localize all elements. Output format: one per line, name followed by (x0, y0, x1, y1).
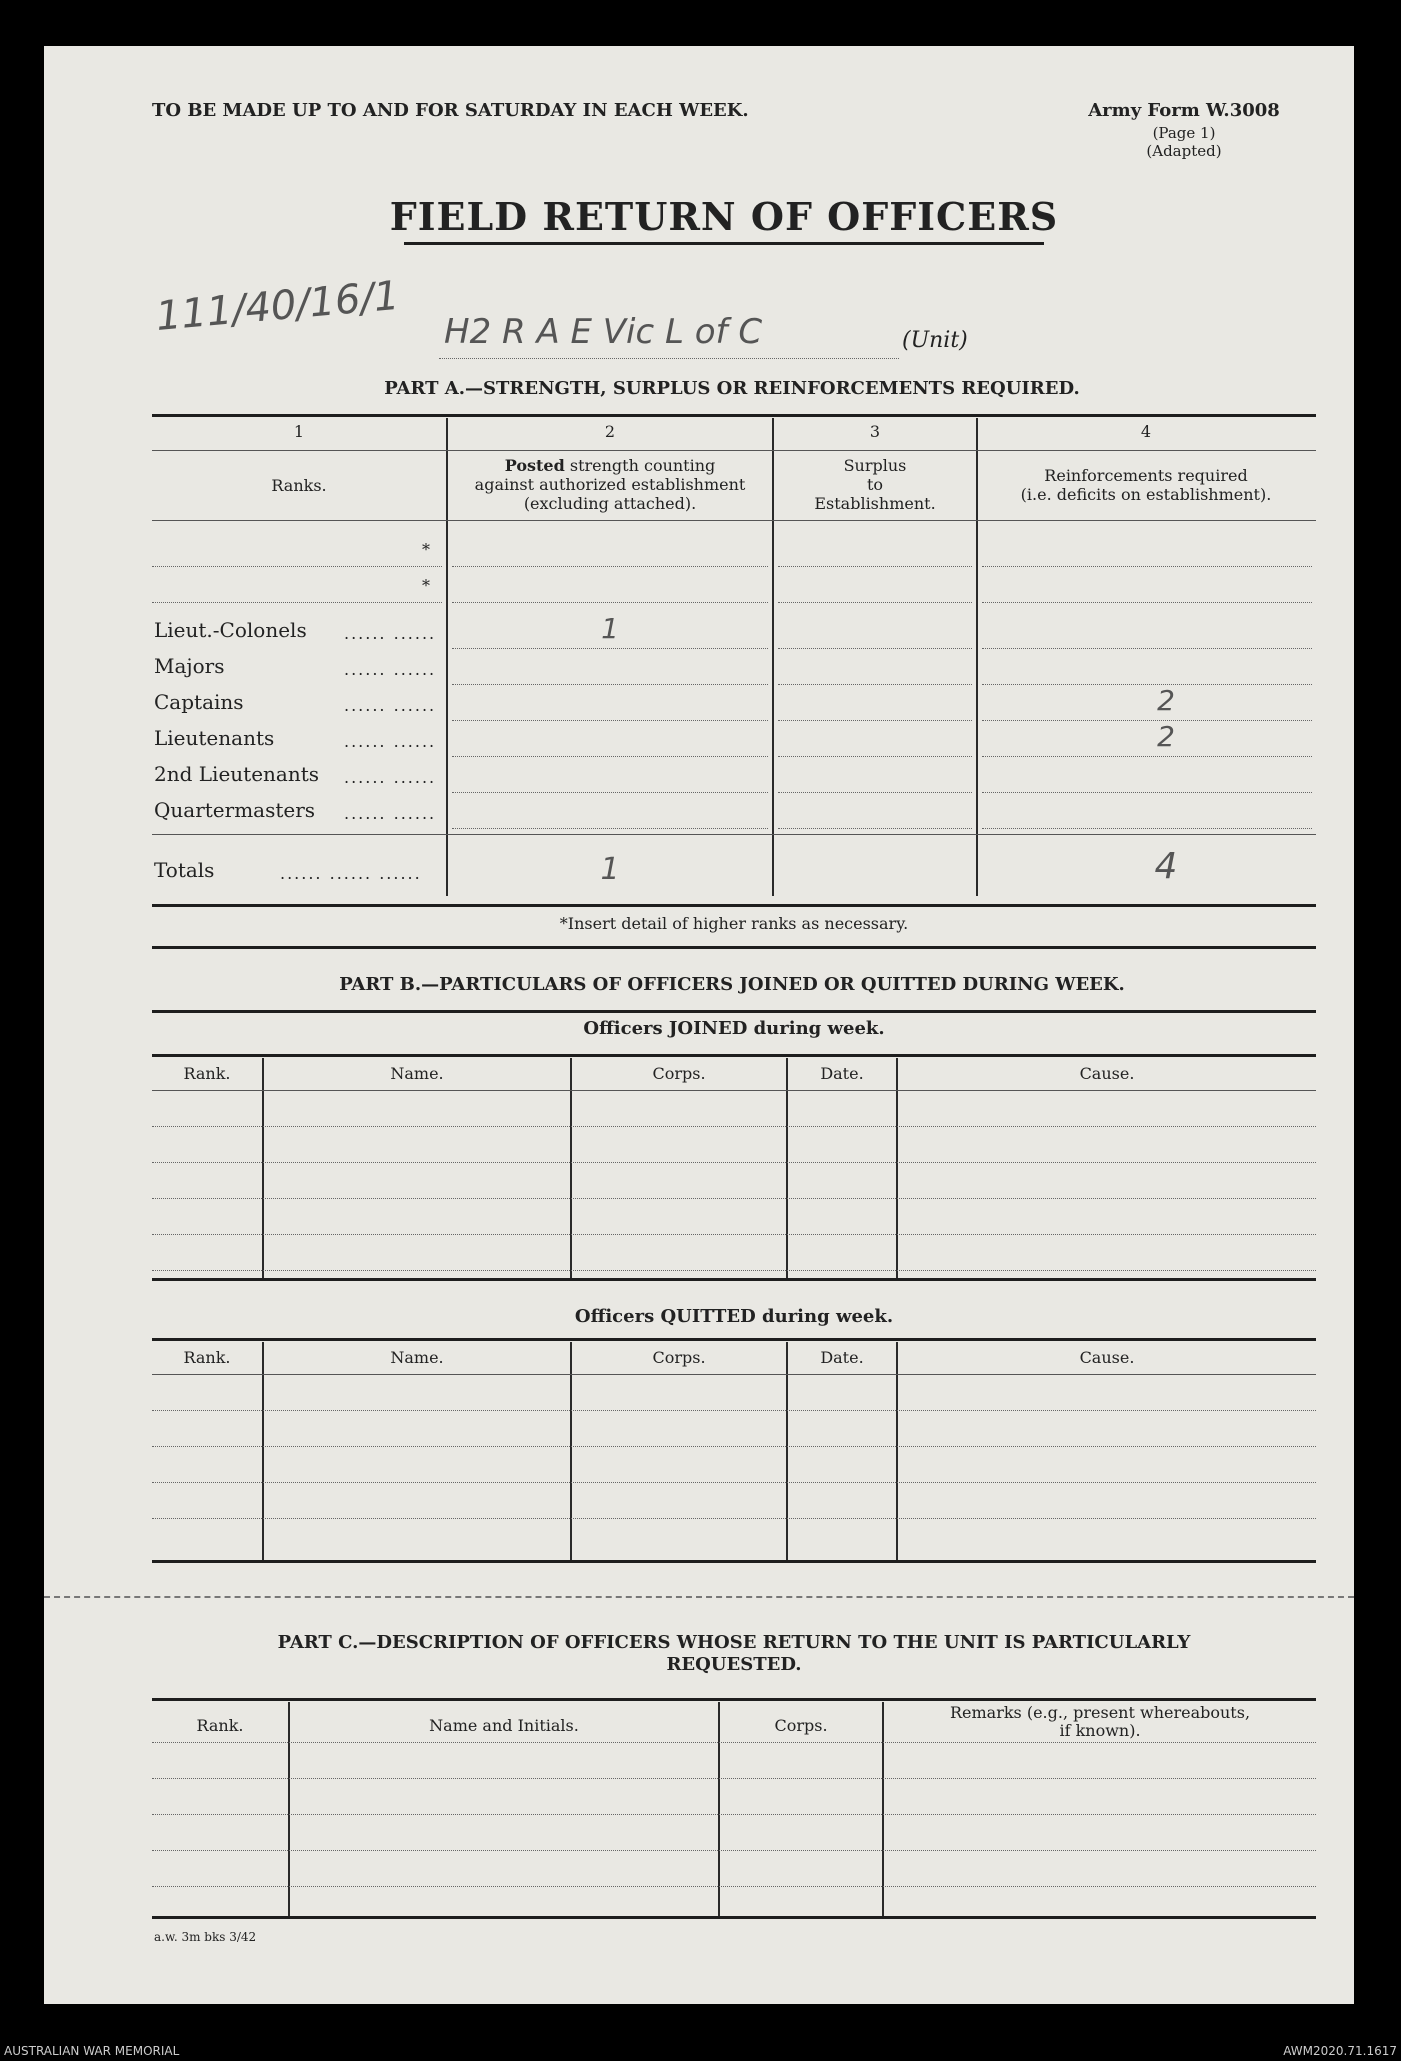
rank-label: Quartermasters (154, 798, 316, 822)
table-row (152, 1742, 1316, 1743)
row-line (982, 756, 1312, 757)
part-c-title-line-1: PART C.—DESCRIPTION OF OFFICERS WHOSE RETURN TO THE UNIT IS PARTICULARLY (277, 1632, 1191, 1653)
form-page: (Page 1) (1152, 124, 1216, 142)
totals-label: Totals (154, 858, 215, 882)
row-line (452, 648, 768, 649)
col-header-cause: Cause. (1079, 1064, 1135, 1083)
totals-rule (152, 834, 1316, 835)
totals-leader: ...... ...... ...... (280, 864, 422, 883)
col-header-corps: Corps. (652, 1348, 706, 1367)
posted-header (448, 456, 772, 513)
table-row (152, 1270, 1316, 1271)
row-line (778, 602, 972, 603)
reinforcement-value: 2 (1157, 684, 1175, 717)
table-row (152, 1126, 1316, 1127)
row-line (982, 828, 1312, 829)
col-header-date: Date. (820, 1064, 864, 1083)
table-row (152, 1234, 1316, 1235)
row-line (982, 602, 1312, 603)
row-line (778, 720, 972, 721)
col-header-rank: Rank. (196, 1716, 244, 1735)
col-number-2: 2 (604, 422, 616, 441)
surplus-header (774, 456, 976, 513)
posted-header-l2: against authorized establishment (474, 475, 746, 494)
row-line (778, 828, 972, 829)
col-header-rank: Rank. (183, 1064, 231, 1083)
header-bottom-rule (152, 520, 1316, 521)
reinforcements-header-l2: (i.e. deficits on establishment). (1020, 485, 1272, 504)
col-header-remarks-l1: Remarks (e.g., present whereabouts, (949, 1703, 1251, 1722)
asterisk-2: * (422, 576, 430, 595)
col-header-remarks-l2: if known). (1059, 1721, 1141, 1740)
part-b-top-rule (152, 1010, 1316, 1013)
form-number: Army Form W.3008 (1088, 100, 1280, 121)
col-number-4: 4 (1140, 422, 1152, 441)
unit-label: (Unit) (902, 328, 968, 353)
part-c-bottom-rule (152, 1916, 1316, 1919)
col-number-1: 1 (293, 422, 305, 441)
col-header-corps: Corps. (774, 1716, 828, 1735)
col-header-name: Name. (390, 1064, 444, 1083)
header-rule (152, 450, 1316, 451)
part-a-top-rule (152, 414, 1316, 417)
joined-top-rule (152, 1054, 1316, 1057)
form-adapted: (Adapted) (1146, 142, 1222, 160)
joined-title: Officers JOINED during week. (583, 1018, 885, 1039)
joined-bottom-rule (152, 1278, 1316, 1281)
unit-value: H2 R A E Vic L of C (444, 312, 763, 352)
table-row (152, 1446, 1316, 1447)
asterisk-line-1 (152, 566, 442, 567)
row-line (452, 756, 768, 757)
rank-leader: ...... ...... (344, 660, 437, 679)
reinforcements-header-l1: Reinforcements required (1044, 466, 1248, 485)
col-header-date: Date. (820, 1348, 864, 1367)
row-line (778, 792, 972, 793)
surplus-header-l2: to (866, 475, 884, 494)
rank-leader: ...... ...... (344, 768, 437, 787)
row-line (778, 756, 972, 757)
perforation-line (44, 1596, 1354, 1598)
footnote-rule (152, 946, 1316, 949)
reinforcement-value: 2 (1157, 720, 1175, 753)
posted-value: 1 (601, 612, 619, 645)
quitted-title: Officers QUITTED during week. (574, 1306, 894, 1327)
rank-leader: ...... ...... (344, 696, 437, 715)
part-c-title-line-2: REQUESTED. (666, 1654, 802, 1675)
table-col-divider (570, 1058, 572, 1278)
table-row (152, 1198, 1316, 1199)
row-line (778, 566, 972, 567)
asterisk-line-2 (152, 602, 442, 603)
table-row (152, 1482, 1316, 1483)
table-row (152, 1410, 1316, 1411)
part-a-title: PART A.—STRENGTH, SURPLUS OR REINFORCEMENTS REQUIRED. (384, 378, 1080, 399)
table-row (152, 1886, 1316, 1887)
rank-leader: ...... ...... (344, 624, 437, 643)
row-line (452, 566, 768, 567)
ranks-header: Ranks. (271, 476, 327, 495)
table-header-rule (152, 1374, 1316, 1375)
posted-header-bold: Posted (504, 456, 565, 475)
totals-reinforcements: 4 (1154, 846, 1178, 887)
unit-dotted-line (439, 358, 899, 359)
form-title: FIELD RETURN OF OFFICERS (389, 194, 1059, 239)
footer-accession: AWM2020.71.1617 (1283, 2044, 1397, 2058)
asterisk-1: * (422, 540, 430, 559)
posted-header-rest: strength counting (564, 456, 716, 475)
title-underline (404, 242, 1044, 245)
rank-label: Lieut.-Colonels (154, 618, 307, 642)
row-line (982, 648, 1312, 649)
table-col-divider (786, 1058, 788, 1278)
col-header-nameandinitials: Name and Initials. (429, 1716, 579, 1735)
col-header-cause: Cause. (1079, 1348, 1135, 1367)
table-row (152, 1814, 1316, 1815)
part-b-title: PART B.—PARTICULARS OF OFFICERS JOINED OR QUITTED DURING WEEK. (339, 974, 1125, 995)
file-reference: 111/40/16/1 (153, 272, 402, 340)
part-a-bottom-rule (152, 904, 1316, 907)
row-line (982, 566, 1312, 567)
part-a-footnote: *Insert detail of higher ranks as necessary. (559, 914, 909, 933)
row-line (778, 684, 972, 685)
row-line (982, 792, 1312, 793)
row-line (452, 828, 768, 829)
rank-leader: ...... ...... (344, 804, 437, 823)
col-header-rank: Rank. (183, 1348, 231, 1367)
surplus-header-l3: Establishment. (814, 494, 936, 513)
instruction-text: TO BE MADE UP TO AND FOR SATURDAY IN EACH WEEK. (152, 100, 749, 121)
quitted-bottom-rule (152, 1560, 1316, 1563)
col-number-3: 3 (869, 422, 881, 441)
col-header-corps: Corps. (652, 1064, 706, 1083)
quitted-top-rule (152, 1338, 1316, 1341)
form-sheet (44, 46, 1354, 2004)
row-line (452, 792, 768, 793)
col-header-name: Name. (390, 1348, 444, 1367)
footer-credit: AUSTRALIAN WAR MEMORIAL (4, 2044, 180, 2058)
table-row (152, 1162, 1316, 1163)
rank-label: Captains (154, 690, 244, 714)
surplus-header-l1: Surplus (843, 456, 907, 475)
rank-label: 2nd Lieutenants (154, 762, 320, 786)
row-line (778, 648, 972, 649)
table-row (152, 1518, 1316, 1519)
row-line (452, 720, 768, 721)
row-line (452, 684, 768, 685)
part-c-top-rule (152, 1698, 1316, 1701)
posted-header-l3: (excluding attached). (523, 494, 697, 513)
rank-leader: ...... ...... (344, 732, 437, 751)
table-col-divider (896, 1058, 898, 1278)
table-row (152, 1850, 1316, 1851)
table-row (152, 1778, 1316, 1779)
table-header-rule (152, 1090, 1316, 1091)
print-code: a.w. 3m bks 3/42 (154, 1930, 257, 1944)
reinforcements-header (978, 466, 1314, 504)
table-col-divider (262, 1058, 264, 1278)
totals-posted: 1 (600, 852, 620, 887)
rank-label: Majors (154, 654, 225, 678)
row-line (452, 602, 768, 603)
rank-label: Lieutenants (154, 726, 275, 750)
